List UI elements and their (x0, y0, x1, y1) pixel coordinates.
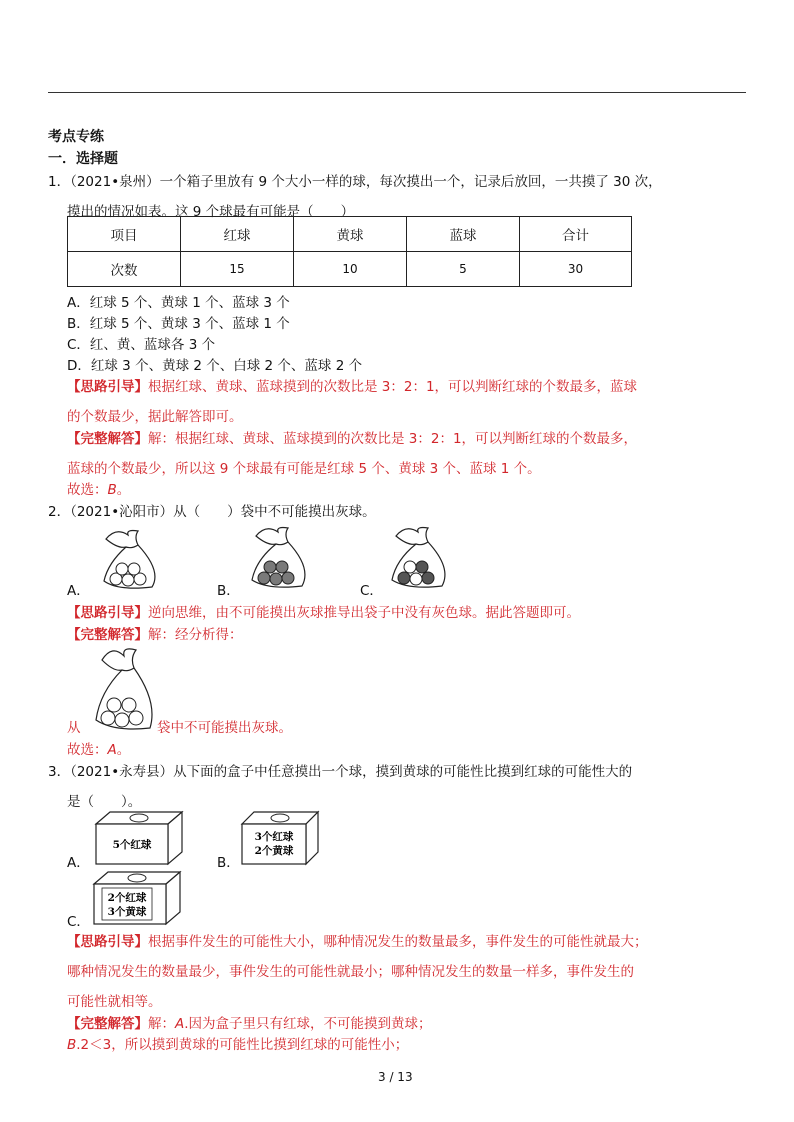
q3-stem-text: （2021•永寿县）从下面的盒子中任意摸出一个球，摸到黄球的可能性比摸到红球的可能性大的 (70, 764, 633, 780)
box-c-text-1: 2个红球 (107, 892, 147, 904)
header-rule (48, 92, 746, 93)
q3-box-c-image (92, 868, 182, 928)
table-cell: 10 (294, 252, 407, 287)
q3-option-a-label: A． (67, 855, 90, 871)
section-subtitle: 一．选择题 (48, 151, 118, 167)
q2-choice (67, 738, 130, 758)
q2-option-a-label: A． (67, 583, 90, 599)
q2-bag-c-image (386, 520, 456, 592)
q1-stem-line1 (48, 170, 662, 190)
table-cell: 15 (181, 252, 294, 287)
table-header-cell: 合计 (520, 217, 632, 252)
q2-stem-text: （2021•沁阳市）从（ ）袋中不可能摸出灰球。 (70, 504, 376, 520)
q1-table (67, 216, 632, 287)
q1-answer (67, 427, 637, 447)
answer-label: 【完整解答】 (67, 431, 148, 447)
q1-number: 1． (48, 174, 71, 190)
hint-text: 根据红球、黄球、蓝球摸到的次数比是 3：2：1，可以判断红球的个数最多，蓝球 (148, 379, 638, 395)
answer-text: 解：根据红球、黄球、蓝球摸到的次数比是 3：2：1，可以判断红球的个数最多， (148, 431, 638, 447)
table-header-cell: 蓝球 (407, 217, 520, 252)
answer-option-b: B (67, 1037, 77, 1053)
q3-answer-line2 (67, 1033, 408, 1053)
hint-text: 逆向思维，由不可能摸出灰球推导出袋子中没有灰色球。据此答题即可。 (148, 605, 580, 621)
q2-answer-from: 从 (67, 720, 81, 736)
hint-label: 【思路引导】 (67, 379, 148, 395)
q3-hint (67, 930, 648, 950)
answer-text: .2＜3，所以摸到黄球的可能性比摸到红球的可能性小； (76, 1037, 409, 1053)
choice-prefix: 故选： (67, 482, 108, 498)
q3-box-a-image (94, 808, 184, 868)
q3-answer (67, 1012, 432, 1032)
table-row (68, 252, 632, 287)
hint-text: 根据事件发生的可能性大小，哪种情况发生的数量最多，事件发生的可能性就最大； (148, 934, 648, 950)
box-b-text-2: 2个黄球 (254, 845, 294, 857)
table-header-cell: 黄球 (294, 217, 407, 252)
answer-label: 【完整解答】 (67, 1016, 148, 1032)
q2-answer-rest: 袋中不可能摸出灰球。 (157, 720, 292, 736)
q1-hint (67, 375, 637, 395)
box-c-text-2: 3个黄球 (107, 906, 147, 918)
q3-stem-line1 (48, 760, 632, 780)
box-b-text-1: 3个红球 (254, 831, 294, 843)
q3-option-c-label: C． (67, 914, 90, 930)
table-cell: 30 (520, 252, 632, 287)
q3-hint-line3: 可能性就相等。 (67, 994, 162, 1010)
q3-box-b-image (240, 808, 320, 868)
q1-option-a: A．红球 5 个、黄球 1 个、蓝球 3 个 (67, 295, 290, 311)
q1-choice (67, 478, 130, 498)
answer-label: 【完整解答】 (67, 627, 148, 643)
table-header-cell: 项目 (68, 217, 181, 252)
table-header-cell: 红球 (181, 217, 294, 252)
q2-stem (48, 500, 376, 520)
q1-option-d: D．红球 3 个、黄球 2 个、白球 2 个、蓝球 2 个 (67, 358, 363, 374)
q2-option-b-label: B． (217, 583, 240, 599)
q2-answer (67, 623, 243, 643)
q1-option-b: B．红球 5 个、黄球 3 个、蓝球 1 个 (67, 316, 290, 332)
q1-option-c: C．红、黄、蓝球各 3 个 (67, 337, 216, 353)
q2-bag-a-image (98, 523, 168, 593)
page-number: 3 / 13 (378, 1070, 413, 1084)
answer-text: .因为盒子里只有红球，不可能摸到黄球； (184, 1016, 432, 1032)
section-title: 考点专练 (48, 129, 104, 145)
q1-stem-line2: 摸出的情况如表。这 9 个球最有可能是（ ） (67, 204, 355, 220)
hint-label: 【思路引导】 (67, 605, 148, 621)
q2-bag-b-image (246, 520, 316, 592)
table-row-label: 次数 (68, 252, 181, 287)
q2-number: 2． (48, 504, 71, 520)
choice-prefix: 故选： (67, 742, 108, 758)
q2-hint (67, 601, 580, 621)
box-a-text: 5个红球 (112, 839, 152, 851)
q3-option-b-label: B． (217, 855, 240, 871)
q3-stem-line2: 是（ ）。 (67, 794, 142, 810)
table-header-row (68, 217, 632, 252)
choice-value: B (107, 482, 117, 498)
table-cell: 5 (407, 252, 520, 287)
q1-hint-line2: 的个数最少，据此解答即可。 (67, 409, 243, 425)
q3-hint-line2: 哪种情况发生的数量最少，事件发生的可能性就最小；哪种情况发生的数量一样多，事件发生的 (67, 964, 634, 980)
answer-option-a: A (175, 1016, 185, 1032)
q1-answer-line2: 蓝球的个数最少，所以这 9 个球最有可能是红球 5 个、黄球 3 个、蓝球 1 个。 (67, 461, 541, 477)
q1-stem-text: （2021•泉州）一个箱子里放有 9 个大小一样的球，每次摸出一个，记录后放回，一共摸了 30 次， (70, 174, 662, 190)
q2-answer-bag-image (92, 642, 158, 734)
choice-suffix: 。 (116, 482, 131, 498)
hint-label: 【思路引导】 (67, 934, 148, 950)
answer-prefix: 解： (148, 1016, 175, 1032)
q3-number: 3． (48, 764, 71, 780)
choice-value: A (107, 742, 117, 758)
choice-suffix: 。 (116, 742, 131, 758)
answer-text: 解：经分析得： (148, 627, 243, 643)
q2-option-c-label: C． (360, 583, 383, 599)
